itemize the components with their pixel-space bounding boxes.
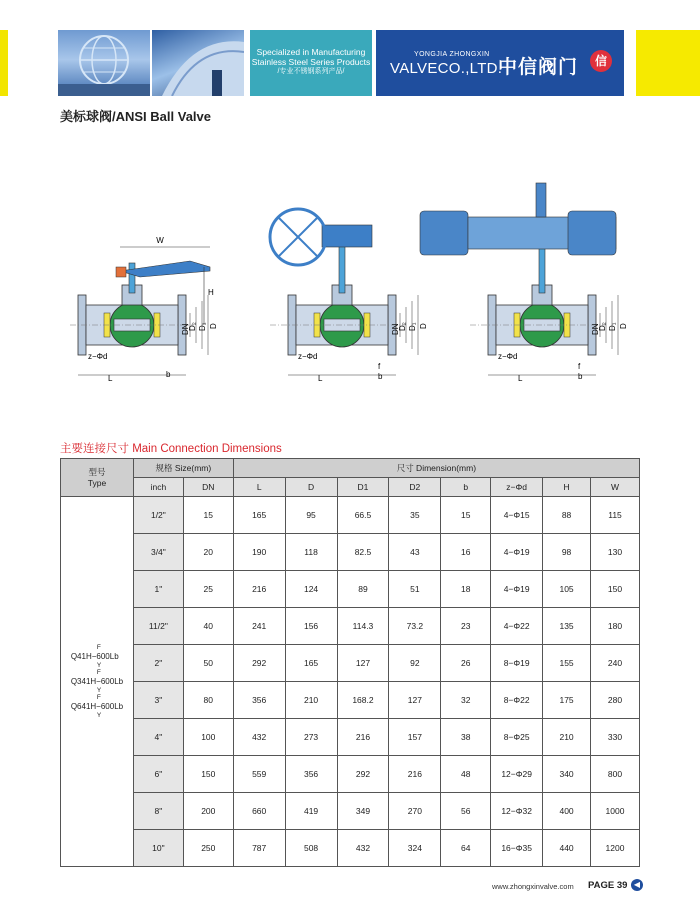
table-cell-inch: 10" bbox=[133, 830, 183, 867]
lever-valve-drawing bbox=[70, 236, 218, 383]
table-cell-d1: 432 bbox=[337, 830, 389, 867]
dim-D-label: D bbox=[209, 323, 218, 329]
banner-yellow-block bbox=[636, 30, 700, 96]
table-cell-b: 48 bbox=[441, 756, 491, 793]
company-name-cn: 中信阀门 bbox=[498, 57, 579, 78]
table-cell-h: 440 bbox=[543, 830, 591, 867]
page-arrow-icon[interactable]: ◀ bbox=[631, 879, 643, 891]
table-cell-l: 559 bbox=[233, 756, 285, 793]
table-cell-zd: 8−Φ19 bbox=[491, 645, 543, 682]
table-cell-b: 38 bbox=[441, 719, 491, 756]
table-cell-d2: 51 bbox=[389, 571, 441, 608]
globe-icon bbox=[58, 30, 150, 96]
table-cell-d1: 168.2 bbox=[337, 682, 389, 719]
table-cell-d2: 216 bbox=[389, 756, 441, 793]
table-cell-l: 216 bbox=[233, 571, 285, 608]
col-header: D bbox=[285, 478, 337, 497]
col-header: H bbox=[543, 478, 591, 497]
table-cell-zd: 4−Φ22 bbox=[491, 608, 543, 645]
dim-D-label-3: D bbox=[619, 323, 628, 329]
table-cell-d2: 43 bbox=[389, 534, 441, 571]
col-header: z−Φd bbox=[491, 478, 543, 497]
type-model-sub: Y bbox=[96, 661, 102, 669]
company-name: VALVECO.,LTD. bbox=[390, 60, 503, 77]
dim-DN-label-2: DN bbox=[391, 323, 400, 335]
table-cell-d: 210 bbox=[285, 682, 337, 719]
table-cell-dn: 50 bbox=[183, 645, 233, 682]
table-cell-dn: 20 bbox=[183, 534, 233, 571]
table-cell-d1: 66.5 bbox=[337, 497, 389, 534]
table-cell-zd: 16−Φ35 bbox=[491, 830, 543, 867]
page-number: PAGE 39 bbox=[588, 880, 628, 891]
table-row bbox=[61, 645, 640, 682]
table-cell-h: 400 bbox=[543, 793, 591, 830]
table-row bbox=[61, 571, 640, 608]
table-header-row-1 bbox=[61, 459, 640, 478]
table-row bbox=[61, 830, 640, 867]
table-cell-w: 280 bbox=[591, 682, 640, 719]
table-cell-inch: 2" bbox=[133, 645, 183, 682]
table-cell-h: 88 bbox=[543, 497, 591, 534]
footer-url: www.zhongxinvalve.com bbox=[492, 882, 574, 891]
table-cell-w: 800 bbox=[591, 756, 640, 793]
col-header: D1 bbox=[337, 478, 389, 497]
type-model-main: Q341H−600Lb bbox=[70, 676, 124, 686]
table-cell-l: 787 bbox=[233, 830, 285, 867]
table-cell-inch: 11/2" bbox=[133, 608, 183, 645]
table-cell-w: 115 bbox=[591, 497, 640, 534]
type-header-en: Type bbox=[87, 477, 107, 488]
table-cell-d1: 216 bbox=[337, 719, 389, 756]
table-cell-d: 273 bbox=[285, 719, 337, 756]
table-cell-d2: 270 bbox=[389, 793, 441, 830]
banner-yellow-strip bbox=[0, 30, 8, 96]
col-header: b bbox=[441, 478, 491, 497]
table-cell-d1: 127 bbox=[337, 645, 389, 682]
table-cell-dn: 15 bbox=[183, 497, 233, 534]
section-title: 主要连接尺寸 Main Connection Dimensions bbox=[60, 443, 282, 455]
building-photo bbox=[152, 30, 244, 96]
table-cell-l: 356 bbox=[233, 682, 285, 719]
table-cell-b: 26 bbox=[441, 645, 491, 682]
dim-D2-label-2: D₂ bbox=[398, 322, 407, 331]
col-header: DN bbox=[183, 478, 233, 497]
table-cell-zd: 12−Φ29 bbox=[491, 756, 543, 793]
table-cell-l: 165 bbox=[233, 497, 285, 534]
dim-D2-label-3: D₂ bbox=[598, 322, 607, 331]
dim-L-label: L bbox=[108, 374, 113, 383]
table-cell-d: 356 bbox=[285, 756, 337, 793]
table-row bbox=[61, 534, 640, 571]
table-cell-d: 95 bbox=[285, 497, 337, 534]
table-cell-dn: 150 bbox=[183, 756, 233, 793]
table-cell-dn: 40 bbox=[183, 608, 233, 645]
table-row bbox=[61, 497, 640, 534]
dim-DN-label-3: DN bbox=[591, 323, 600, 335]
table-cell-d1: 82.5 bbox=[337, 534, 389, 571]
dim-DN-label: DN bbox=[181, 323, 190, 335]
table-cell-w: 130 bbox=[591, 534, 640, 571]
table-cell-d2: 35 bbox=[389, 497, 441, 534]
table-cell-l: 292 bbox=[233, 645, 285, 682]
table-cell-d: 508 bbox=[285, 830, 337, 867]
table-cell-l: 432 bbox=[233, 719, 285, 756]
table-cell-d2: 157 bbox=[389, 719, 441, 756]
table-cell-b: 16 bbox=[441, 534, 491, 571]
table-row bbox=[61, 682, 640, 719]
type-model-main: Q641H−600Lb bbox=[70, 701, 124, 711]
table-cell-h: 135 bbox=[543, 608, 591, 645]
table-cell-l: 241 bbox=[233, 608, 285, 645]
table-cell-zd: 8−Φ25 bbox=[491, 719, 543, 756]
type-cell bbox=[61, 497, 134, 867]
type-header-cn: 型号 bbox=[88, 466, 106, 477]
dim-L-label-2: L bbox=[318, 374, 323, 383]
table-cell-d: 419 bbox=[285, 793, 337, 830]
table-cell-d: 124 bbox=[285, 571, 337, 608]
col-header: L bbox=[233, 478, 285, 497]
globe-photo bbox=[58, 30, 150, 96]
col-header: D2 bbox=[389, 478, 441, 497]
dim-D2-label: D₂ bbox=[188, 322, 197, 331]
dimensions-table bbox=[60, 458, 640, 867]
table-cell-w: 330 bbox=[591, 719, 640, 756]
table-cell-b: 23 bbox=[441, 608, 491, 645]
table-cell-l: 660 bbox=[233, 793, 285, 830]
table-cell-b: 18 bbox=[441, 571, 491, 608]
table-row bbox=[61, 756, 640, 793]
table-cell-w: 150 bbox=[591, 571, 640, 608]
dim-f-label-3: f bbox=[578, 362, 581, 371]
table-row bbox=[61, 608, 640, 645]
pneumatic-valve-drawing bbox=[420, 183, 628, 383]
tagline-cn: /专业不锈钢系列产品/ bbox=[277, 68, 345, 75]
tagline-box bbox=[250, 30, 372, 96]
table-cell-zd: 8−Φ22 bbox=[491, 682, 543, 719]
table-cell-zd: 4−Φ19 bbox=[491, 571, 543, 608]
table-cell-zd: 4−Φ19 bbox=[491, 534, 543, 571]
type-models bbox=[71, 644, 123, 719]
type-model-sub: Y bbox=[96, 686, 102, 694]
table-cell-b: 32 bbox=[441, 682, 491, 719]
table-cell-d: 156 bbox=[285, 608, 337, 645]
table-cell-inch: 1" bbox=[133, 571, 183, 608]
table-cell-d1: 114.3 bbox=[337, 608, 389, 645]
table-cell-inch: 3" bbox=[133, 682, 183, 719]
table-cell-d2: 127 bbox=[389, 682, 441, 719]
table-cell-h: 340 bbox=[543, 756, 591, 793]
valve-diagrams bbox=[60, 175, 660, 390]
table-cell-h: 98 bbox=[543, 534, 591, 571]
table-cell-h: 175 bbox=[543, 682, 591, 719]
table-cell-d1: 89 bbox=[337, 571, 389, 608]
table-cell-inch: 3/4" bbox=[133, 534, 183, 571]
type-header bbox=[61, 459, 134, 497]
tagline-line1: Specialized in Manufacturing bbox=[256, 47, 366, 57]
table-cell-h: 210 bbox=[543, 719, 591, 756]
table-cell-w: 180 bbox=[591, 608, 640, 645]
table-cell-b: 56 bbox=[441, 793, 491, 830]
table-row bbox=[61, 793, 640, 830]
table-cell-d2: 324 bbox=[389, 830, 441, 867]
table-cell-dn: 25 bbox=[183, 571, 233, 608]
table-cell-inch: 1/2" bbox=[133, 497, 183, 534]
table-header-row-2 bbox=[61, 478, 640, 497]
col-header: inch bbox=[133, 478, 183, 497]
tagline-line2: Stainless Steel Series Products bbox=[251, 57, 371, 67]
company-logo-icon: 信 bbox=[590, 50, 612, 72]
table-cell-d1: 349 bbox=[337, 793, 389, 830]
page-title: 美标球阀/ANSI Ball Valve bbox=[60, 109, 211, 124]
dim-f-label-2: f bbox=[378, 362, 381, 371]
dim-b-label-3: b bbox=[578, 372, 583, 381]
table-cell-inch: 8" bbox=[133, 793, 183, 830]
table-cell-dn: 250 bbox=[183, 830, 233, 867]
table-cell-w: 1200 bbox=[591, 830, 640, 867]
table-cell-b: 64 bbox=[441, 830, 491, 867]
table-cell-l: 190 bbox=[233, 534, 285, 571]
dim-W-label: W bbox=[156, 236, 164, 245]
dim-zd-label-3: z−Φd bbox=[498, 352, 518, 361]
dim-D-label-2: D bbox=[419, 323, 428, 329]
dim-D1-label: D₁ bbox=[198, 322, 207, 331]
table-cell-inch: 4" bbox=[133, 719, 183, 756]
table-cell-d: 165 bbox=[285, 645, 337, 682]
size-header: 规格 Size(mm) bbox=[133, 459, 233, 478]
table-cell-d: 118 bbox=[285, 534, 337, 571]
table-cell-inch: 6" bbox=[133, 756, 183, 793]
table-cell-d1: 292 bbox=[337, 756, 389, 793]
dim-b-label-2: b bbox=[378, 372, 383, 381]
table-cell-zd: 12−Φ32 bbox=[491, 793, 543, 830]
dim-L-label-3: L bbox=[518, 374, 523, 383]
dim-D1-label-2: D₁ bbox=[408, 322, 417, 331]
table-row bbox=[61, 719, 640, 756]
dim-D1-label-3: D₁ bbox=[608, 322, 617, 331]
table-cell-zd: 4−Φ15 bbox=[491, 497, 543, 534]
building-icon bbox=[152, 30, 244, 96]
table-cell-d2: 92 bbox=[389, 645, 441, 682]
table-cell-h: 155 bbox=[543, 645, 591, 682]
type-model-sup: F bbox=[96, 668, 101, 676]
table-cell-h: 105 bbox=[543, 571, 591, 608]
table-cell-b: 15 bbox=[441, 497, 491, 534]
company-box bbox=[376, 30, 624, 96]
dim-b-label: b bbox=[166, 370, 171, 379]
type-model-sup: F bbox=[96, 643, 101, 651]
dim-zd-label: z−Φd bbox=[88, 352, 108, 361]
type-model-sub: Y bbox=[96, 711, 102, 719]
gear-valve-drawing bbox=[270, 209, 428, 383]
company-small: YONGJIA ZHONGXIN bbox=[414, 51, 490, 58]
dimension-header: 尺寸 Dimension(mm) bbox=[233, 459, 639, 478]
type-model-sup: F bbox=[96, 693, 101, 701]
table-cell-d2: 73.2 bbox=[389, 608, 441, 645]
type-model-main: Q41H−600Lb bbox=[70, 651, 119, 661]
table-cell-dn: 80 bbox=[183, 682, 233, 719]
table-cell-dn: 100 bbox=[183, 719, 233, 756]
col-header: W bbox=[591, 478, 640, 497]
table-cell-dn: 200 bbox=[183, 793, 233, 830]
table-cell-w: 240 bbox=[591, 645, 640, 682]
table-cell-w: 1000 bbox=[591, 793, 640, 830]
dim-H-label: H bbox=[208, 288, 214, 297]
dim-zd-label-2: z−Φd bbox=[298, 352, 318, 361]
